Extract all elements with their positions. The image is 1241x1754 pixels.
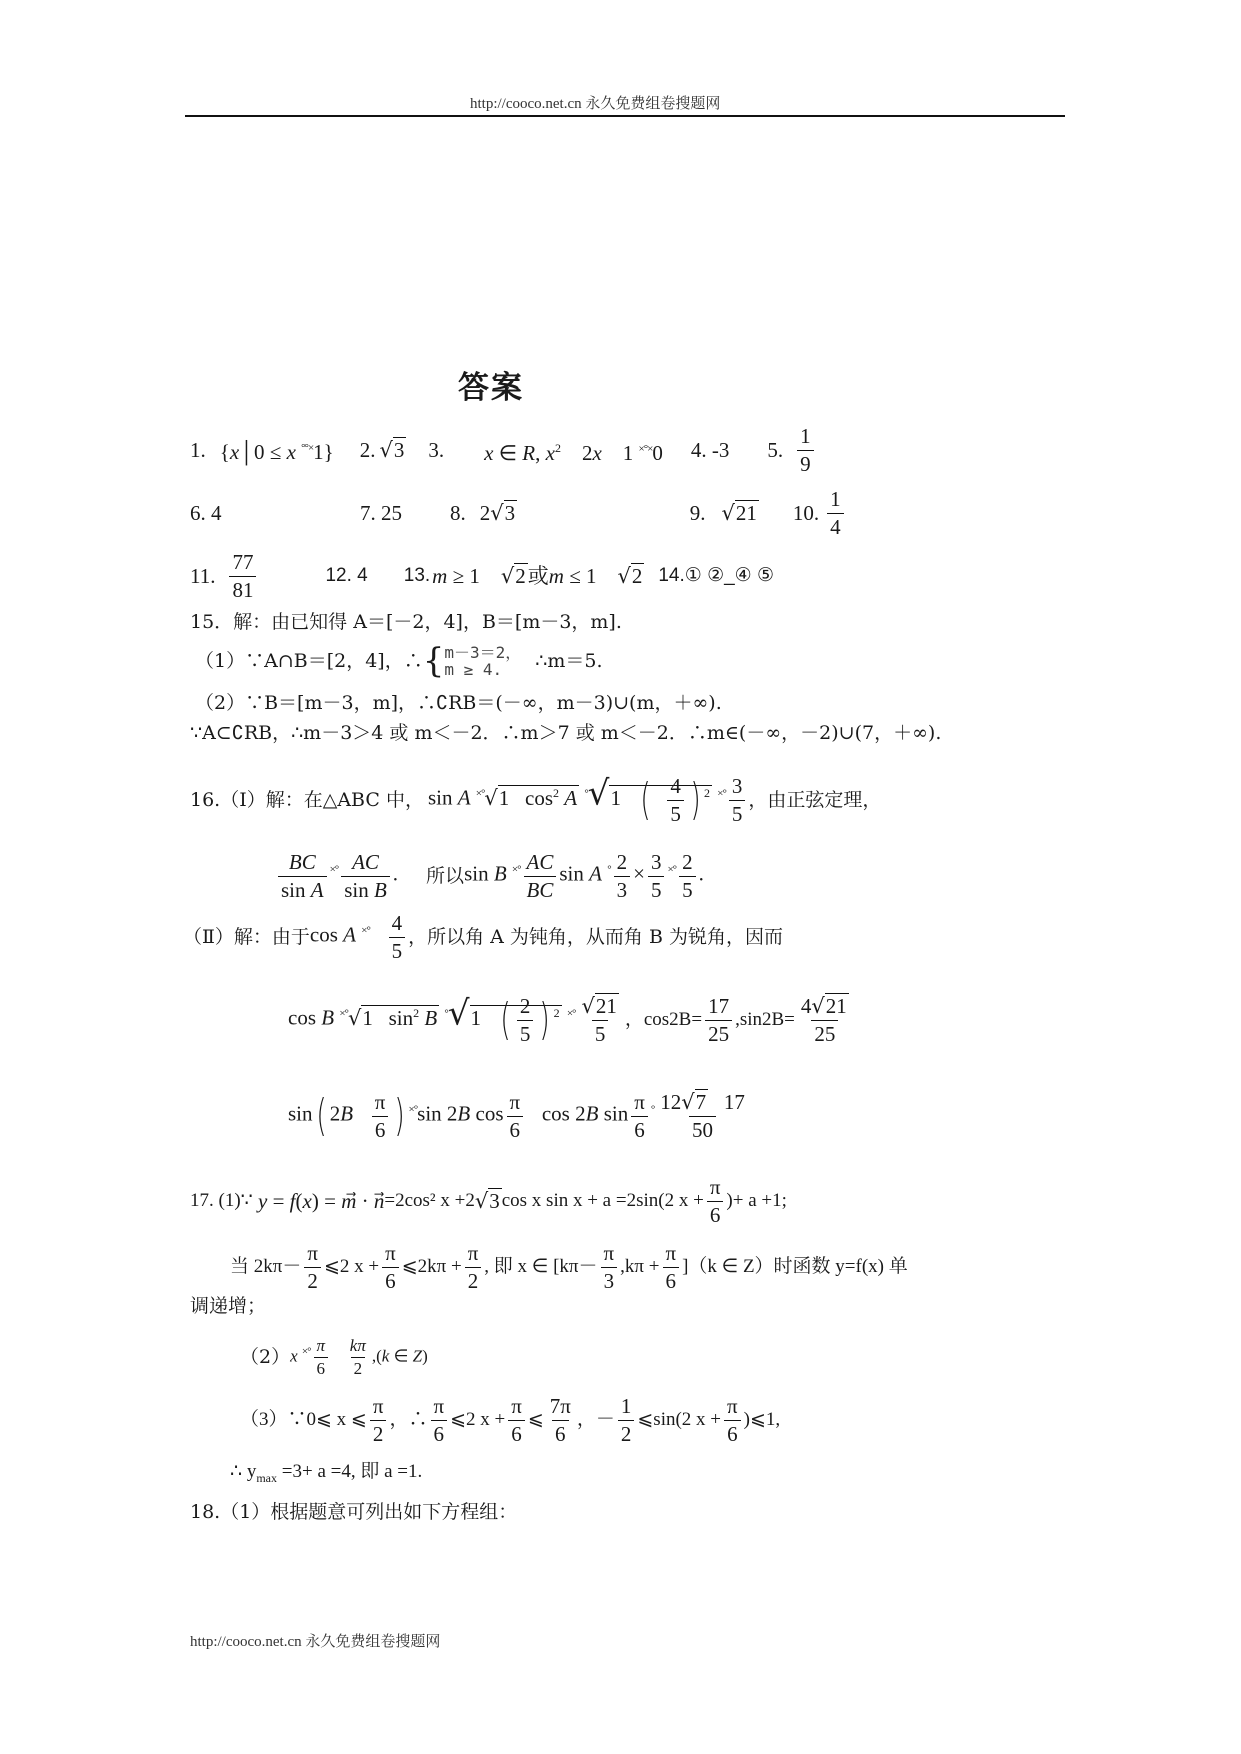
q17-line-5-a: （3）∵0⩽ x ⩽	[240, 1409, 367, 1430]
answers-row-1	[190, 420, 817, 480]
q17-frac-b: $\frac{\pi}{6}$	[382, 1242, 399, 1291]
answers-row-3	[190, 544, 774, 608]
q17-line-5-c: ⩽2 x +	[450, 1409, 506, 1430]
q16-line-1	[190, 760, 881, 840]
q17-line-2	[230, 1234, 908, 1300]
q17-line-6-a: ∴ y	[230, 1461, 257, 1482]
q17-line-4	[240, 1328, 428, 1386]
q17-line-5-d: ⩽	[527, 1409, 544, 1430]
q16-cosB-expr: cos B ×°√1 $\sin^2 B$ °√1 ( $\frac{2}{5}$ ) $^2$ ×° $\frac{√21}{5}$	[288, 993, 617, 1046]
q16-line-1-tail: ，由正弦定理，	[748, 789, 882, 811]
answer-8-label: 8.	[450, 501, 466, 525]
q16-line-4	[288, 980, 855, 1060]
q15-line-2-result: ∴m＝5.	[535, 650, 603, 672]
q16-sinB-expr: sin B ×° $\frac{AC}{BC}$ sin A ° $\frac{2}{3}$ × $\frac{3}{5}$ ×° $\frac{2}{5}$ .	[464, 850, 704, 902]
answer-11-label: 11.	[190, 564, 216, 588]
q17-line-6	[230, 1460, 422, 1490]
q16-line-1-text: 16.（Ⅰ）解：在△ABC 中，	[190, 789, 424, 811]
q17-f-expr: y = f(x) = m⃗ · n	[258, 1189, 385, 1213]
q17-line-2-b: ⩽2 x +	[323, 1256, 380, 1277]
q16-sinA-expr: sin A ×°√1 $\cos^2 A$ °√1 ( $\frac{4}{5}$ ) $^2$ ×° $\frac{3}{5}$	[428, 775, 748, 824]
q17-l5-frac-b: $\frac{\pi}{6}$	[430, 1395, 447, 1444]
q17-l5-frac-d: $\frac{7\pi}{6}$	[549, 1394, 571, 1446]
answers-row-2	[190, 483, 847, 543]
q15-line-2	[195, 641, 603, 681]
q17-line-5-g: )⩽1,	[743, 1409, 781, 1430]
q16-sine-law: $\frac{BC}{\text{sin A}}$ ×° $\frac{AC}{\text{sin B}}$ .	[275, 851, 398, 900]
q16-cosA-expr: cos A ×° $\frac{4}{5}$	[310, 912, 408, 961]
answer-14: 14.① ②_④ ⑤	[658, 565, 775, 586]
answer-2-expr: √3	[379, 438, 405, 462]
answer-13-expr: m ≥ 1 √2或m ≤ 1 √2	[432, 564, 643, 588]
q15-line-2-text: （1）∵A∩B＝[2，4]，∴	[195, 650, 423, 672]
q17-line-2-a: 当 2kπ－	[230, 1256, 302, 1277]
answer-11-frac: $\frac{77}{81}$	[229, 551, 256, 600]
q17-line-1-d: )+ a +1;	[726, 1190, 787, 1211]
q16-cos2B-frac: $\frac{17}{25}$	[705, 995, 732, 1044]
page-header: http://cooco.net.cn 永久免费组卷搜题网	[470, 96, 721, 112]
q15-line-1: 15．解：由已知得 A＝[－2，4]，B＝[m－3，m].	[190, 611, 622, 633]
q16-line-2	[275, 836, 704, 916]
page-footer: http://cooco.net.cn 永久免费组卷搜题网	[190, 1634, 441, 1650]
answer-3-label: 3.	[428, 438, 445, 462]
q17-line-5-e: ，－	[576, 1409, 615, 1430]
q16-line-3-tail: ，所以角 A 为钝角，从而角 B 为锐角，因而	[408, 926, 783, 948]
q17-frac-d: $\frac{\pi}{3}$	[601, 1242, 618, 1291]
answer-8-expr: 2√3	[479, 501, 516, 525]
q16-cos2B-label: ，cos2B=	[624, 1009, 703, 1030]
brace-left: {	[422, 641, 445, 681]
q17-line-5-b: ，∴	[389, 1409, 428, 1430]
answer-6: 6. 4	[190, 501, 222, 525]
answer-10-label: 10.	[792, 501, 820, 525]
answer-4: 4. -3	[690, 438, 730, 462]
q17-frac-c: $\frac{\pi}{2}$	[465, 1242, 482, 1291]
q15-system	[444, 644, 521, 678]
answer-1-expr: {x│0 ≤ x °°×1}	[219, 440, 334, 464]
q15-line-4: ∵A⊂∁RB，∴m－3＞4 或 m＜－2．∴m＞7 或 m＜－2．∴m∈(－∞，－2)∪(7，＋∞).	[190, 722, 942, 744]
answer-10-frac: $\frac{1}{4}$	[827, 488, 844, 537]
q15-line-3: （2）∵B＝[m－3，m]，∴∁RB＝(－∞，m－3)∪(m，＋∞).	[195, 692, 722, 714]
q15-system-eq-2: m ≥ 4.	[444, 660, 503, 679]
q18-line-1: 18.（1）根据题意可列出如下方程组：	[190, 1501, 518, 1523]
q17-line-5-f: ⩽sin(2 x +	[637, 1409, 722, 1430]
q17-part2-expr: x ×° $\frac{\pi}{6}$ $\frac{k\pi}{2}$ ,(k ∈ Z)	[290, 1335, 428, 1378]
q17-line-2-f: ]（k ∈ Z）时函数 y=f(x) 单	[682, 1256, 908, 1277]
q16-line-3-text: （Ⅱ）解：由于	[183, 926, 310, 948]
answer-9-expr: √21	[721, 501, 757, 525]
q17-line-5	[240, 1386, 780, 1454]
q15-system-eq-1: m－3＝2，	[444, 643, 522, 662]
q17-line-2-e: ,kπ +	[620, 1256, 660, 1277]
answer-7: 7. 25	[360, 501, 402, 525]
q17-frac-a: $\frac{\pi}{2}$	[304, 1242, 321, 1291]
answer-5-frac: $\frac{1}{9}$	[797, 425, 814, 474]
q17-l5-frac-e: $\frac{1}{2}$	[618, 1395, 635, 1444]
q16-sin2B-frac: $\frac{4√21}{25}$	[800, 994, 847, 1046]
q17-l5-frac-f: $\frac{\pi}{6}$	[724, 1395, 741, 1444]
answer-3-expr: x ∈ R, $x^2$ 2x 1 ×°×0	[484, 440, 663, 465]
answer-2-label: 2.	[359, 438, 376, 462]
q16-line-2-text: 所以	[426, 865, 465, 887]
q17-line-1	[190, 1168, 787, 1234]
q17-l5-frac-c: $\frac{\pi}{6}$	[508, 1395, 525, 1444]
q17-line-6-sub: max	[256, 1470, 278, 1485]
q17-line-3: 调递增；	[190, 1295, 267, 1317]
q17-frac-e: $\frac{\pi}{6}$	[662, 1242, 679, 1291]
q17-line-4-label: （2）	[240, 1346, 291, 1368]
q17-line-1-label: 17. (1)∵	[190, 1190, 253, 1211]
q17-line-6-b: =3+ a =4, 即 a =1.	[281, 1461, 423, 1482]
answer-12: 12. 4	[325, 565, 368, 586]
q17-sqrt3: √3	[474, 1189, 500, 1213]
q17-l5-frac-a: $\frac{\pi}{2}$	[370, 1395, 387, 1444]
page-title: 答案	[458, 370, 524, 406]
q16-line-3	[183, 905, 783, 969]
q17-line-1-c: cos x sin x + a =2sin(2 x +	[501, 1190, 704, 1211]
answer-13-label: 13.	[403, 565, 431, 586]
answer-1-label: 1.	[190, 438, 206, 462]
q16-sin2B-label: ,sin2B=	[735, 1009, 795, 1030]
q17-pi-6: $\frac{\pi}{6}$	[707, 1176, 724, 1225]
header-rule	[185, 115, 1065, 117]
q16-sin-expr: sin( 2B $\frac{\pi}{6}$ ) ×°sin 2B cos $\frac{\pi}{6}$ cos 2B sin $\frac{\pi}{6}$ ° $\frac{12√7 17}{50}$	[288, 1090, 745, 1142]
q17-line-1-b: =2cos² x +2	[384, 1190, 475, 1211]
q17-line-2-c: ⩽2kπ +	[401, 1256, 462, 1277]
answer-9-label: 9.	[689, 501, 706, 525]
q17-line-2-d: , 即 x ∈ [kπ－	[484, 1256, 598, 1277]
q16-line-5	[288, 1076, 751, 1156]
answer-5-label: 5.	[767, 438, 784, 462]
